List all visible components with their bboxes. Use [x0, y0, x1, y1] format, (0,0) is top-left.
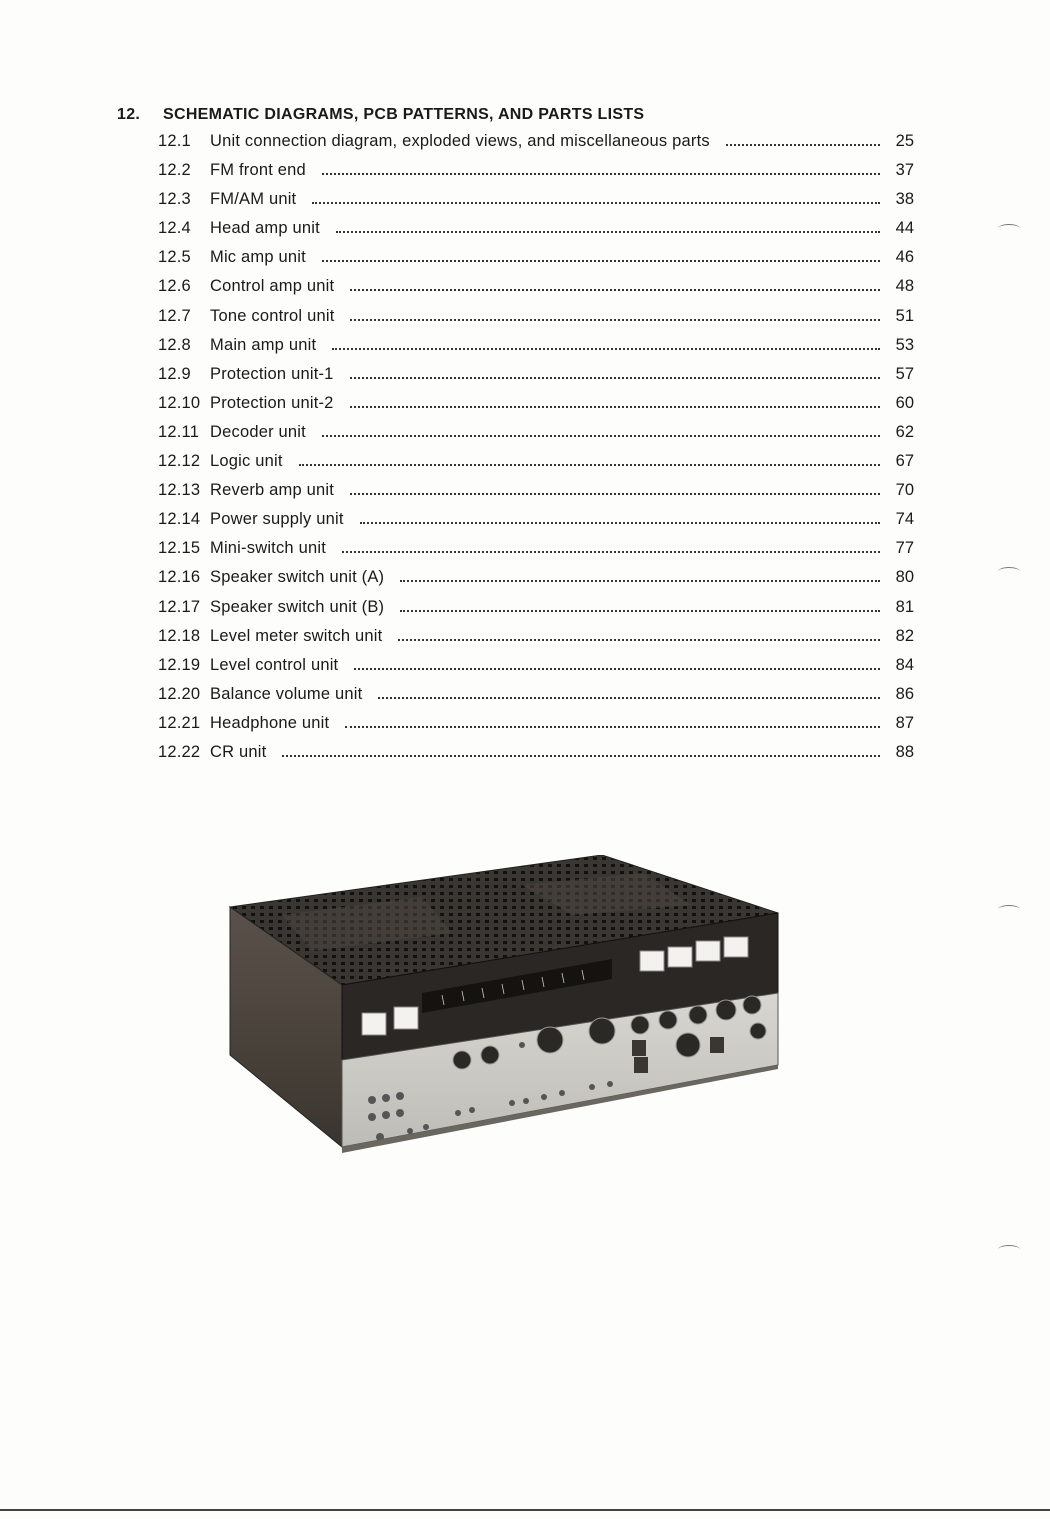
- toc-dot-leader: [350, 377, 880, 379]
- toc-label: FM/AM unit: [210, 190, 297, 209]
- toc-dot-leader: [282, 755, 880, 757]
- toc-dot-leader: [336, 231, 880, 233]
- toc-label: Head amp unit: [210, 219, 320, 238]
- toc-number: 12.13: [158, 481, 201, 500]
- toc-number: 12.5: [158, 248, 191, 267]
- toc-page-number: 70: [895, 481, 914, 500]
- toc-number: 12.12: [158, 452, 201, 471]
- toc-number: 12.20: [158, 684, 201, 703]
- toc-entry[interactable]: [158, 132, 914, 161]
- toc-number: 12.21: [158, 713, 201, 732]
- margin-mark: [998, 905, 1020, 914]
- toc-entry[interactable]: [158, 656, 914, 685]
- toc-label: Protection unit-1: [210, 364, 334, 383]
- toc-page-number: 62: [895, 422, 914, 441]
- toc-dot-leader: [299, 464, 880, 466]
- receiver-photo: [222, 855, 798, 1155]
- table-of-contents: [158, 132, 914, 772]
- toc-entry[interactable]: [158, 568, 914, 597]
- toc-page-number: 77: [895, 539, 914, 558]
- toc-label: Unit connection diagram, exploded views, and miscellaneous parts: [210, 132, 710, 150]
- toc-dot-leader: [360, 522, 880, 524]
- toc-label: Power supply unit: [210, 510, 344, 529]
- toc-entry[interactable]: [158, 481, 914, 510]
- toc-label: Main amp unit: [210, 335, 317, 354]
- toc-page-number: 57: [895, 364, 914, 383]
- toc-label: Headphone unit: [210, 713, 330, 732]
- toc-dot-leader: [322, 435, 880, 437]
- toc-entry[interactable]: [158, 277, 914, 306]
- toc-number: 12.7: [158, 306, 191, 325]
- toc-dot-leader: [350, 319, 880, 321]
- toc-label: Reverb amp unit: [210, 481, 335, 500]
- section-number: 12.: [117, 106, 141, 123]
- toc-dot-leader: [354, 668, 880, 670]
- toc-label: Level control unit: [210, 655, 339, 674]
- toc-number: 12.19: [158, 655, 201, 674]
- page-bottom-rule: [0, 1509, 1050, 1511]
- toc-number: 12.16: [158, 568, 201, 587]
- toc-page-number: 87: [895, 713, 914, 732]
- toc-number: 12.18: [158, 626, 201, 645]
- section-title: SCHEMATIC DIAGRAMS, PCB PATTERNS, AND PARTS LISTS: [163, 106, 645, 123]
- toc-page-number: 46: [895, 248, 914, 267]
- toc-entry[interactable]: [158, 627, 914, 656]
- toc-label: Balance volume unit: [210, 684, 363, 703]
- toc-page-number: 74: [895, 510, 914, 529]
- toc-page-number: 25: [895, 132, 914, 150]
- toc-entry[interactable]: [158, 714, 914, 743]
- toc-dot-leader: [350, 289, 880, 291]
- toc-entry[interactable]: [158, 336, 914, 365]
- toc-number: 12.17: [158, 597, 201, 616]
- toc-entry[interactable]: [158, 365, 914, 394]
- toc-page-number: 38: [895, 190, 914, 209]
- toc-entry[interactable]: [158, 685, 914, 714]
- toc-dot-leader: [398, 639, 880, 641]
- toc-number: 12.3: [158, 190, 191, 209]
- toc-dot-leader: [400, 610, 880, 612]
- toc-number: 12.10: [158, 393, 201, 412]
- toc-page-number: 67: [895, 452, 914, 471]
- toc-page-number: 81: [895, 597, 914, 616]
- toc-dot-leader: [332, 348, 880, 350]
- toc-entry[interactable]: [158, 510, 914, 539]
- toc-page-number: 37: [895, 161, 914, 180]
- margin-mark: [998, 1245, 1020, 1254]
- toc-page-number: 84: [895, 655, 914, 674]
- toc-number: 12.22: [158, 742, 201, 761]
- toc-label: FM front end: [210, 161, 306, 180]
- toc-dot-leader: [350, 406, 880, 408]
- toc-label: Mic amp unit: [210, 248, 306, 267]
- toc-entry[interactable]: [158, 161, 914, 190]
- toc-entry[interactable]: [158, 394, 914, 423]
- toc-page-number: 48: [895, 277, 914, 296]
- toc-dot-leader: [726, 144, 880, 146]
- toc-label: Logic unit: [210, 452, 283, 471]
- margin-mark: [998, 567, 1020, 576]
- toc-number: 12.9: [158, 364, 191, 383]
- toc-label: Tone control unit: [210, 306, 335, 325]
- toc-page-number: 80: [895, 568, 914, 587]
- toc-entry[interactable]: [158, 452, 914, 481]
- toc-dot-leader: [345, 726, 880, 728]
- toc-entry[interactable]: [158, 248, 914, 277]
- toc-entry[interactable]: [158, 219, 914, 248]
- toc-number: 12.2: [158, 161, 191, 180]
- toc-dot-leader: [378, 697, 880, 699]
- toc-page-number: 86: [895, 684, 914, 703]
- toc-number: 12.15: [158, 539, 201, 558]
- toc-dot-leader: [342, 551, 880, 553]
- toc-dot-leader: [322, 173, 880, 175]
- toc-page-number: 51: [895, 306, 914, 325]
- toc-number: 12.8: [158, 335, 191, 354]
- toc-label: CR unit: [210, 742, 267, 761]
- toc-page-number: 60: [895, 393, 914, 412]
- toc-label: Speaker switch unit (B): [210, 597, 385, 616]
- toc-page-number: 44: [895, 219, 914, 238]
- toc-label: Decoder unit: [210, 422, 306, 441]
- toc-dot-leader: [322, 260, 880, 262]
- toc-number: 12.14: [158, 510, 201, 529]
- toc-page-number: 53: [895, 335, 914, 354]
- toc-page-number: 82: [895, 626, 914, 645]
- toc-entry[interactable]: [158, 539, 914, 568]
- toc-page-number: 88: [895, 742, 914, 761]
- toc-label: Protection unit-2: [210, 393, 334, 412]
- toc-entry[interactable]: [158, 598, 914, 627]
- toc-entry[interactable]: [158, 743, 914, 772]
- toc-dot-leader: [400, 580, 880, 582]
- margin-mark: [998, 224, 1020, 233]
- toc-entry[interactable]: [158, 423, 914, 452]
- toc-entry[interactable]: [158, 307, 914, 336]
- toc-number: 12.1: [158, 132, 191, 150]
- toc-dot-leader: [350, 493, 880, 495]
- toc-entry[interactable]: [158, 190, 914, 219]
- toc-label: Level meter switch unit: [210, 626, 383, 645]
- toc-number: 12.6: [158, 277, 191, 296]
- toc-dot-leader: [312, 202, 880, 204]
- toc-number: 12.4: [158, 219, 191, 238]
- toc-label: Speaker switch unit (A): [210, 568, 385, 587]
- toc-label: Mini-switch unit: [210, 539, 326, 558]
- toc-number: 12.11: [158, 422, 200, 441]
- toc-label: Control amp unit: [210, 277, 335, 296]
